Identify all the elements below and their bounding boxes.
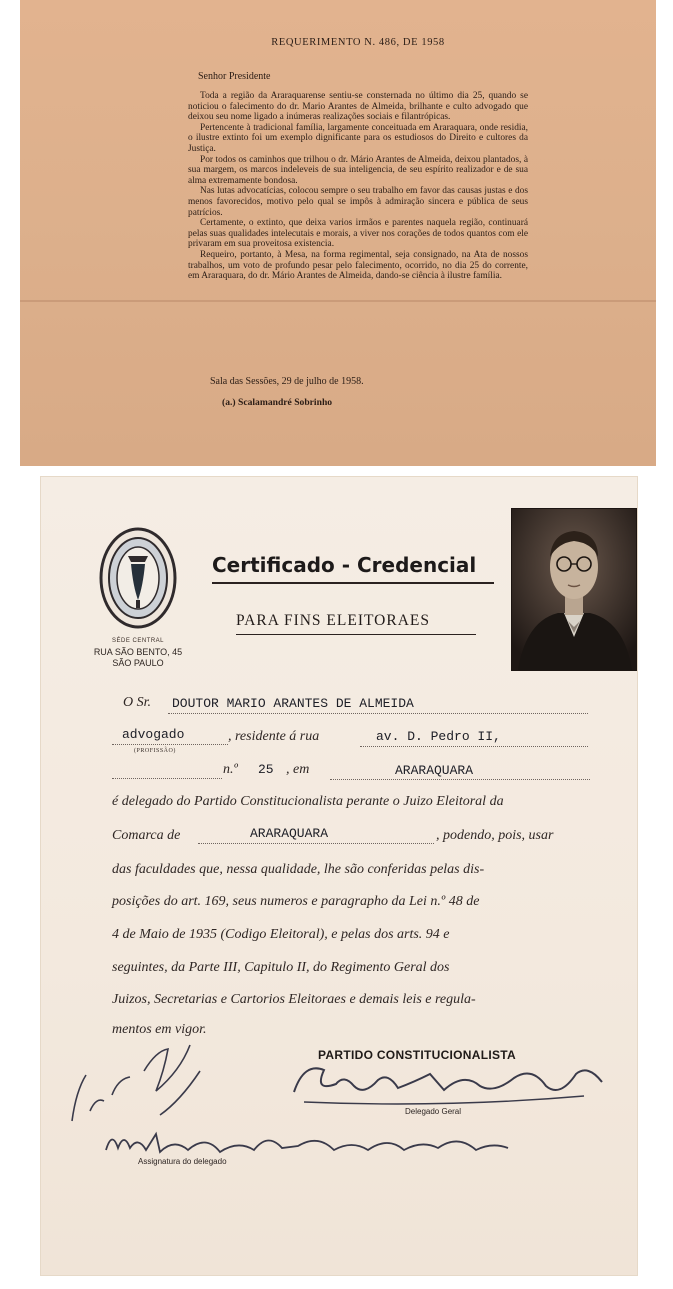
clipping-paragraph: Requeiro, portanto, à Mesa, na forma regimental, seja consignado, na Ata de nossos trabalhos, um voto de profundo pesar pelo falecimento, ocorrido, no dia 25 do corrente, em Araraquara, do dr. Mário Arantes de Almeida, dando-se ciência à ilustre família. [188, 249, 528, 282]
delegate-general-label: Delegado Geral [405, 1107, 462, 1116]
street-value: av. D. Pedro II, [376, 729, 501, 744]
comarca-dotted-line [198, 843, 434, 844]
newspaper-clipping [20, 0, 656, 466]
clipping-paragraph: Certamente, o extinto, que deixa varios irmãos e parentes naquela região, continuará pelas suas qualidades intelecutais e morais, a viver nos corações de todos quantos com ele privaram em sua proveitosa existencia. [188, 218, 528, 250]
number-label: n.º [223, 762, 238, 777]
clipping-salutation: Senhor Presidente [198, 71, 271, 82]
clipping-paragraph: Pertencente à tradicional família, largamente conceituada em Araraquara, onde residia, o ilustre extinto foi um exemplo dignificante para os estudiosos do Direito e cultores da Justiça. [188, 122, 528, 154]
name-dotted-line [168, 713, 588, 714]
body-line: Juizos, Secretarias e Cartorios Eleitoraes e demais leis e regula- [112, 992, 476, 1007]
body-line: 4 de Maio de 1935 (Codigo Eleitoral), e pelas dos arts. 94 e [112, 927, 450, 942]
clipping-title: REQUERIMENTO N. 486, DE 1958 [271, 37, 445, 48]
body-line: posições do art. 169, seus numeros e paragrapho da Lei n.º 48 de [112, 894, 480, 909]
body-line: seguintes, da Parte III, Capitulo II, do Regimento Geral dos [112, 960, 450, 975]
profession-value: advogado [122, 727, 185, 742]
residence-prefix: , residente á rua [228, 729, 320, 744]
delegate-name: DOUTOR MARIO ARANTES DE ALMEIDA [172, 696, 414, 711]
clipping-body [188, 91, 528, 282]
comarca-value: ARARAQUARA [250, 826, 329, 841]
comarca-suffix: , podendo, pois, usar [436, 828, 554, 843]
clipping-paragraph: Por todos os caminhos que trilhou o dr. Mário Arantes de Almeida, deixou plantados, à sua margem, os marcos indeleveis de sua inteligencia, de seu espírito realizador e de sua alma extremamente bondosa. [188, 154, 528, 186]
headquarters-city: SÃO PAULO [112, 658, 164, 668]
party-seal-icon [98, 526, 178, 630]
clipping-paragraph: Nas lutas advocatícias, colocou sempre o seu trabalho em favor das causas justas e dos menos favorecidos, motivo pelo qual se impôs à admiração sincera e pública de seus patrícios. [188, 186, 528, 218]
credential-certificate [40, 476, 638, 1276]
headquarters-address [80, 647, 196, 669]
blank-dotted-line [112, 778, 222, 779]
headquarters-label: SÉDE CENTRAL [111, 638, 164, 644]
body-line: mentos em vigor. [112, 1022, 207, 1037]
city-dotted-line [330, 779, 590, 780]
name-line-prefix: O Sr. [123, 695, 152, 710]
clipping-signer: (a.) Scalamandré Sobrinho [222, 397, 333, 408]
profession-label: (PROFISSÃO) [134, 748, 176, 754]
party-name: PARTIDO CONSTITUCIONALISTA [318, 1048, 517, 1062]
portrait-photo [511, 508, 637, 671]
fold-crease [20, 300, 656, 302]
street-dotted-line [360, 746, 588, 747]
city-value: ARARAQUARA [395, 763, 474, 778]
clipping-place-date: Sala das Sessões, 29 de julho de 1958. [210, 376, 364, 387]
body-line: é delegado do Partido Constitucionalista perante o Juizo Eleitoral da [112, 794, 504, 809]
title-underline [212, 582, 494, 584]
city-prefix: , em [286, 762, 310, 777]
certificate-title: Certificado - Credencial [212, 553, 477, 577]
certificate-subtitle: PARA FINS ELEITORAES [236, 612, 430, 629]
number-value: 25 [258, 762, 274, 777]
delegate-signature-label: Assignatura do delegado [138, 1157, 227, 1166]
headquarters-street: RUA SÃO BENTO, 45 [93, 647, 183, 657]
body-line: das faculdades que, nessa qualidade, lhe são conferidas pelas dis- [112, 862, 485, 877]
profession-dotted-line [112, 744, 228, 745]
clipping-paragraph: Toda a região da Araraquarense sentiu-se consternada no último dia 25, quando se noticiou o falecimento do dr. Mario Arantes de Almeida, brilhante e culto advogado que deixou seu nome ligado a inúmeras realizações sociais e filantrópicas. [188, 91, 528, 123]
subtitle-underline [236, 634, 476, 635]
comarca-prefix: Comarca de [112, 828, 181, 843]
delegate-general-signature [284, 1052, 614, 1112]
